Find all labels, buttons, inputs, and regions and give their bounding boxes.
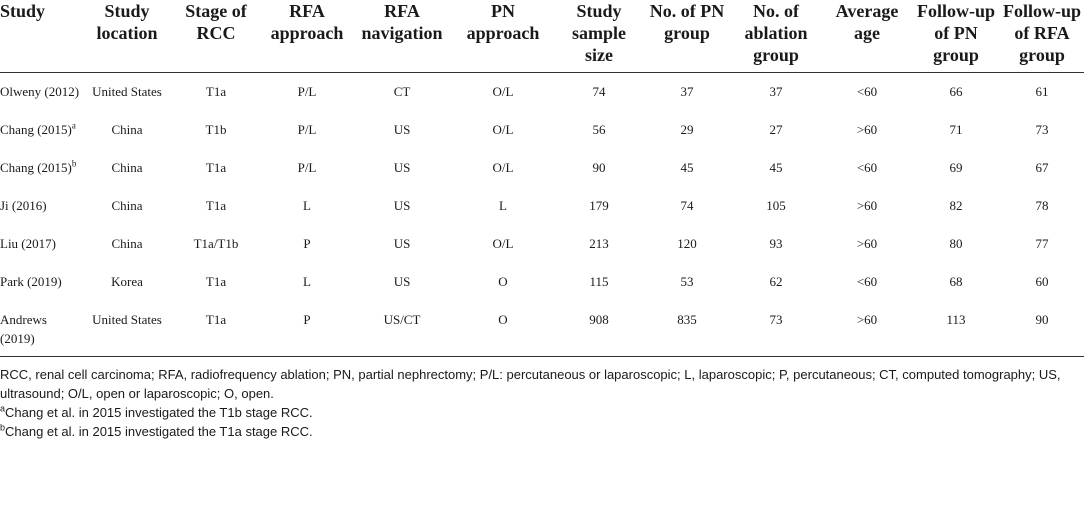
cell-study: [0, 120, 84, 158]
cell-followup-rfa: [1000, 158, 1084, 196]
cell-sample-size-text: 179: [589, 198, 609, 213]
cell-rfa-navigation-text: US: [393, 274, 411, 289]
cell-location-text: United States: [92, 84, 162, 99]
col-header-location: Study location: [84, 0, 170, 73]
cell-average-age-text: >60: [856, 236, 878, 251]
cell-location: [84, 120, 170, 158]
cell-stage-text: T1a: [205, 312, 227, 327]
table-footnotes: [0, 365, 1084, 441]
cell-pn-group: [644, 73, 730, 121]
cell-pn-approach-text: O/L: [492, 84, 514, 99]
cell-ablation-group: [730, 272, 822, 310]
cell-sample-size: [554, 310, 644, 357]
cell-pn-approach: [452, 196, 554, 234]
cell-ablation-group-text: 93: [769, 236, 783, 251]
table-row: [0, 272, 1084, 310]
header-row: [0, 0, 1084, 73]
cell-stage: [170, 234, 262, 272]
cell-followup-pn: [912, 234, 1000, 272]
cell-followup-rfa-text: 60: [1035, 274, 1049, 289]
cell-location: [84, 234, 170, 272]
cell-study-text: Park (2019): [0, 274, 62, 289]
cell-followup-rfa-text: 77: [1035, 236, 1049, 251]
cell-sample-size-text: 56: [592, 122, 606, 137]
cell-followup-pn-text: 71: [949, 122, 963, 137]
col-header-rfa-navigation: RFA navigation: [352, 0, 452, 73]
cell-followup-pn: [912, 158, 1000, 196]
cell-pn-approach: [452, 120, 554, 158]
footnote-a-text: Chang et al. in 2015 investigated the T1b stage RCC.: [5, 405, 313, 420]
cell-rfa-navigation: [352, 196, 452, 234]
cell-followup-rfa: [1000, 120, 1084, 158]
cell-pn-group: [644, 310, 730, 357]
cell-followup-rfa-text: 73: [1035, 122, 1049, 137]
cell-study: [0, 73, 84, 121]
cell-average-age-text: >60: [856, 312, 878, 327]
cell-location: [84, 196, 170, 234]
cell-followup-pn: [912, 310, 1000, 357]
cell-pn-group-text: 74: [680, 198, 694, 213]
cell-followup-rfa-text: 78: [1035, 198, 1049, 213]
cell-rfa-navigation-text: US: [393, 122, 411, 137]
table-row: [0, 73, 1084, 121]
cell-rfa-approach-text: P: [303, 312, 311, 327]
col-header-rfa-approach: RFA approach: [262, 0, 352, 73]
cell-study-text: Andrews (2019): [0, 312, 47, 346]
cell-followup-pn: [912, 120, 1000, 158]
cell-rfa-approach: [262, 234, 352, 272]
cell-sample-size-text: 74: [592, 84, 606, 99]
cell-sample-size-text: 115: [589, 274, 609, 289]
abbreviations-note: RCC, renal cell carcinoma; RFA, radiofrequency ablation; PN, partial nephrectomy; P/L: percutaneous or laparoscopic; L, laparoscopic; P, percutaneous; CT, computed tomography; US, ultrasound; O/L, open or laparoscopic; O, open.: [0, 367, 1061, 401]
cell-followup-pn-text: 113: [946, 312, 966, 327]
cell-pn-approach-text: O/L: [492, 160, 514, 175]
cell-rfa-approach: [262, 272, 352, 310]
cell-rfa-navigation: [352, 234, 452, 272]
cell-followup-pn-text: 66: [949, 84, 963, 99]
cell-location-text: China: [111, 122, 143, 137]
cell-followup-pn-text: 80: [949, 236, 963, 251]
cell-pn-approach: [452, 310, 554, 357]
cell-average-age-text: <60: [856, 274, 878, 289]
cell-location: [84, 158, 170, 196]
cell-pn-approach-text: O: [498, 312, 508, 327]
cell-pn-group: [644, 196, 730, 234]
cell-pn-group-text: 37: [680, 84, 694, 99]
cell-stage-text: T1a: [205, 274, 227, 289]
cell-location-text: China: [111, 160, 143, 175]
cell-rfa-approach-text: P: [303, 236, 311, 251]
cell-sample-size: [554, 158, 644, 196]
cell-rfa-navigation-text: US: [393, 236, 411, 251]
cell-stage-text: T1a: [205, 84, 227, 99]
cell-pn-approach-text: O/L: [492, 236, 514, 251]
col-header-followup-rfa: Follow-up of RFA group: [1000, 0, 1084, 73]
cell-rfa-approach-text: P/L: [297, 122, 317, 137]
cell-ablation-group: [730, 310, 822, 357]
cell-location-text: China: [111, 236, 143, 251]
cell-sample-size: [554, 73, 644, 121]
cell-rfa-navigation: [352, 73, 452, 121]
cell-average-age-text: <60: [856, 84, 878, 99]
footnote-marker: a: [71, 120, 76, 131]
cell-followup-pn-text: 68: [949, 274, 963, 289]
cell-rfa-approach: [262, 310, 352, 357]
cell-average-age-text: >60: [856, 122, 878, 137]
cell-ablation-group: [730, 234, 822, 272]
table-row: [0, 158, 1084, 196]
cell-rfa-navigation: [352, 272, 452, 310]
cell-average-age: [822, 73, 912, 121]
cell-pn-approach: [452, 272, 554, 310]
cell-average-age: [822, 196, 912, 234]
cell-pn-group: [644, 158, 730, 196]
cell-rfa-navigation: [352, 120, 452, 158]
cell-pn-group-text: 29: [680, 122, 694, 137]
cell-stage: [170, 73, 262, 121]
cell-pn-approach: [452, 234, 554, 272]
cell-stage: [170, 310, 262, 357]
cell-followup-pn-text: 69: [949, 160, 963, 175]
cell-pn-group: [644, 120, 730, 158]
cell-stage-text: T1a: [205, 160, 227, 175]
cell-followup-rfa: [1000, 234, 1084, 272]
cell-study-text: Chang (2015): [0, 160, 72, 175]
cell-stage: [170, 272, 262, 310]
cell-location: [84, 272, 170, 310]
cell-followup-pn: [912, 196, 1000, 234]
footnote-a-mark: a: [0, 403, 6, 414]
cell-pn-group: [644, 234, 730, 272]
cell-study-text: Ji (2016): [0, 198, 47, 213]
cell-average-age: [822, 234, 912, 272]
footnote-b: [0, 422, 1084, 441]
cell-stage: [170, 158, 262, 196]
footnote-b-text: Chang et al. in 2015 investigated the T1a stage RCC.: [5, 424, 313, 439]
cell-study: [0, 158, 84, 196]
cell-average-age: [822, 310, 912, 357]
cell-location: [84, 73, 170, 121]
cell-ablation-group-text: 27: [769, 122, 783, 137]
col-header-pn-group: No. of PN group: [644, 0, 730, 73]
cell-followup-rfa-text: 67: [1035, 160, 1049, 175]
col-header-study: Study: [0, 0, 84, 73]
cell-study-text: Olweny (2012): [0, 84, 80, 99]
cell-pn-group-text: 53: [680, 274, 694, 289]
col-header-sample-size: Study sample size: [554, 0, 644, 73]
cell-location: [84, 310, 170, 357]
cell-study: [0, 310, 84, 357]
cell-average-age: [822, 158, 912, 196]
cell-rfa-navigation: [352, 310, 452, 357]
table-row: [0, 196, 1084, 234]
cell-pn-approach-text: O/L: [492, 122, 514, 137]
cell-rfa-navigation-text: US: [393, 198, 411, 213]
cell-rfa-approach-text: P/L: [297, 84, 317, 99]
cell-study-text: Liu (2017): [0, 236, 56, 251]
cell-rfa-approach: [262, 120, 352, 158]
cell-stage-text: T1a/T1b: [193, 236, 239, 251]
col-header-ablation-group: No. of ablation group: [730, 0, 822, 73]
table-row: [0, 310, 1084, 357]
cell-sample-size: [554, 120, 644, 158]
cell-ablation-group-text: 105: [766, 198, 786, 213]
cell-study: [0, 196, 84, 234]
table-row: [0, 234, 1084, 272]
cell-followup-pn-text: 82: [949, 198, 963, 213]
cell-pn-approach: [452, 73, 554, 121]
col-header-stage: Stage of RCC: [170, 0, 262, 73]
cell-stage: [170, 196, 262, 234]
cell-stage-text: T1a: [205, 198, 227, 213]
cell-pn-approach-text: L: [499, 198, 507, 213]
cell-ablation-group-text: 45: [769, 160, 783, 175]
cell-pn-group-text: 120: [677, 236, 697, 251]
cell-rfa-approach-text: L: [303, 274, 311, 289]
cell-location-text: China: [111, 198, 143, 213]
cell-followup-pn: [912, 73, 1000, 121]
cell-average-age: [822, 272, 912, 310]
cell-pn-approach: [452, 158, 554, 196]
cell-study: [0, 234, 84, 272]
cell-sample-size: [554, 196, 644, 234]
table-row: [0, 120, 1084, 158]
cell-pn-group-text: 45: [680, 160, 694, 175]
cell-followup-rfa-text: 90: [1035, 312, 1049, 327]
cell-average-age: [822, 120, 912, 158]
col-header-average-age: Average age: [822, 0, 912, 73]
cell-ablation-group: [730, 120, 822, 158]
cell-sample-size: [554, 234, 644, 272]
cell-rfa-navigation-text: US: [393, 160, 411, 175]
cell-stage: [170, 120, 262, 158]
cell-rfa-navigation: [352, 158, 452, 196]
cell-pn-group-text: 835: [677, 312, 697, 327]
cell-rfa-navigation-text: US/CT: [383, 312, 421, 327]
cell-study-text: Chang (2015): [0, 122, 72, 137]
cell-rfa-approach: [262, 158, 352, 196]
footnote-b-mark: b: [0, 422, 6, 433]
cell-followup-rfa: [1000, 73, 1084, 121]
cell-followup-rfa-text: 61: [1035, 84, 1049, 99]
cell-rfa-navigation-text: CT: [393, 84, 411, 99]
cell-sample-size-text: 213: [589, 236, 609, 251]
cell-study: [0, 272, 84, 310]
cell-pn-approach-text: O: [498, 274, 508, 289]
cell-rfa-approach: [262, 196, 352, 234]
cell-pn-group: [644, 272, 730, 310]
cell-ablation-group-text: 37: [769, 84, 783, 99]
cell-average-age-text: <60: [856, 160, 878, 175]
cell-sample-size-text: 908: [589, 312, 609, 327]
cell-location-text: United States: [92, 312, 162, 327]
footnote-a: [0, 403, 1084, 422]
cell-followup-rfa: [1000, 310, 1084, 357]
cell-rfa-approach: [262, 73, 352, 121]
cell-location-text: Korea: [111, 274, 143, 289]
col-header-pn-approach: PN approach: [452, 0, 554, 73]
cell-followup-pn: [912, 272, 1000, 310]
cell-ablation-group: [730, 158, 822, 196]
cell-average-age-text: >60: [856, 198, 878, 213]
cell-ablation-group: [730, 73, 822, 121]
cell-sample-size-text: 90: [592, 160, 606, 175]
cell-stage-text: T1b: [205, 122, 227, 137]
cell-ablation-group-text: 73: [769, 312, 783, 327]
col-header-followup-pn: Follow-up of PN group: [912, 0, 1000, 73]
cell-ablation-group: [730, 196, 822, 234]
cell-ablation-group-text: 62: [769, 274, 783, 289]
cell-rfa-approach-text: L: [303, 198, 311, 213]
cell-followup-rfa: [1000, 196, 1084, 234]
cell-followup-rfa: [1000, 272, 1084, 310]
footnote-marker: b: [71, 158, 77, 169]
cell-rfa-approach-text: P/L: [297, 160, 317, 175]
cell-sample-size: [554, 272, 644, 310]
